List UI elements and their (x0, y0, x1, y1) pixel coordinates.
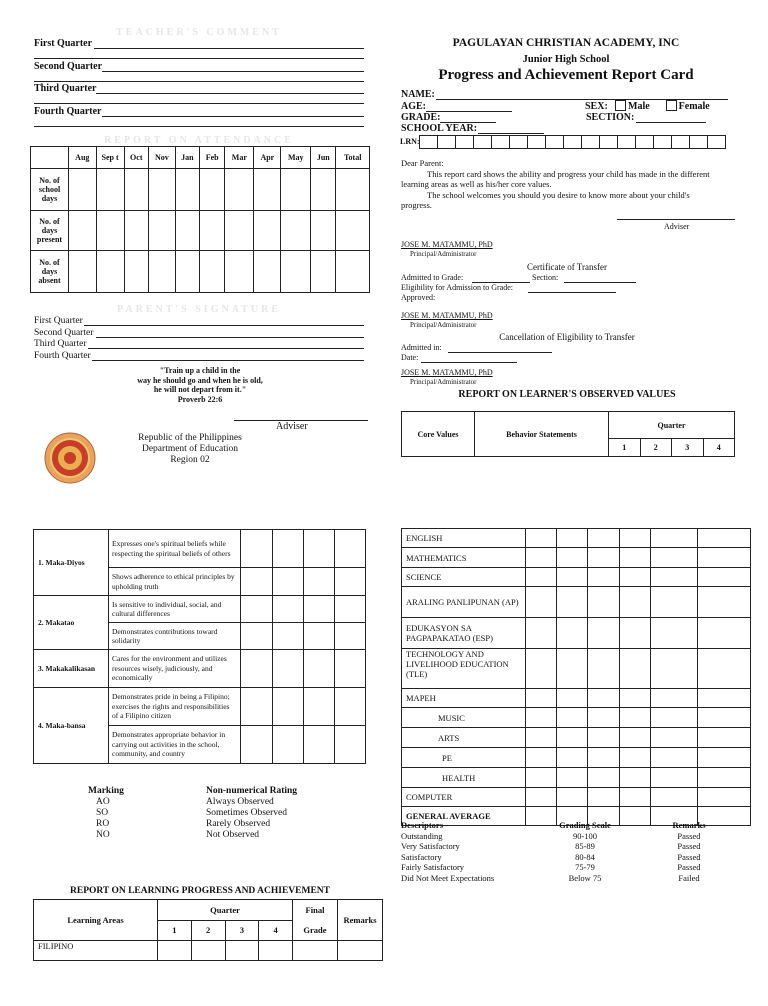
eligibility-label: Eligibility for Admission to Grade: (401, 283, 513, 292)
sex-label: SEX: (585, 101, 608, 112)
sex-options (613, 100, 710, 112)
cancel-admitted-field[interactable] (448, 352, 552, 353)
eligibility-field[interactable] (528, 292, 616, 293)
age-label: AGE: (401, 101, 426, 112)
principal-title: Principal/Administrator (410, 321, 477, 329)
att-row-label: No. of days present (31, 211, 69, 251)
learning-table: Learning Areas Quarter Final Grade Remarks 1 2 3 4 FILIPINO (33, 899, 383, 961)
month-oct: Oct (124, 147, 148, 169)
behavior-header: Behavior Statements (475, 412, 609, 457)
parent-signature-heading: PARENT'S SIGNATURE (117, 304, 281, 315)
ps-q4-label: Fourth Quarter (34, 350, 91, 361)
teacher-comment-heading: TEACHER'S COMMENT (116, 27, 282, 38)
principal-title: Principal/Administrator (410, 378, 477, 386)
bible-verse: "Train up a child in the way he should go and when he is old, he will not depart from it." Proverb 22:6 (137, 366, 263, 404)
subject-science: SCIENCE (402, 568, 526, 587)
subject-esp: EDUKASYON SA PAGPAPAKATAO (ESP) (402, 618, 526, 649)
behavior-statement: Is sensitive to individual, social, and cultural differences (109, 596, 241, 623)
core-value-label: 4. Maka-bansa (34, 688, 109, 764)
month-jan: Jan (175, 147, 199, 169)
school-level: Junior High School (522, 54, 610, 65)
subject-filipino: FILIPINO (34, 941, 158, 961)
tc-q1-label: First Quarter (34, 38, 93, 49)
school-year-field[interactable] (478, 133, 544, 134)
month-nov: Nov (148, 147, 175, 169)
quarter-4: 4 (703, 439, 735, 457)
final-grade-header: Final Grade (293, 900, 338, 941)
month-apr: Apr (254, 147, 281, 169)
male-checkbox[interactable] (615, 100, 626, 111)
values-header-table (401, 411, 735, 457)
values-table (33, 529, 366, 764)
letter-adviser-line[interactable] (617, 219, 735, 220)
month-feb: Feb (200, 147, 225, 169)
lrn-boxes[interactable] (419, 135, 726, 149)
month-jun: Jun (311, 147, 336, 169)
core-value-label: 1. Maka-Diyos (34, 530, 109, 596)
cancel-title: Cancellation of Eligibility to Transfer (499, 332, 635, 342)
teacher-comment-block (34, 38, 364, 128)
female-label: Female (678, 101, 710, 112)
transfer-section-field[interactable] (564, 282, 636, 283)
section-label: SECTION: (586, 112, 635, 123)
subject-english: ENGLISH (402, 529, 526, 548)
ps-q1-label: First Quarter (34, 316, 83, 326)
lrn-label: LRN: (400, 137, 420, 146)
att-row-label: No. of school days (31, 169, 69, 211)
month-mar: Mar (225, 147, 254, 169)
values-report-heading: REPORT ON LEARNER'S OBSERVED VALUES (458, 389, 676, 400)
cancel-date-field[interactable] (421, 362, 517, 363)
tc-q2-line[interactable] (102, 71, 364, 72)
learning-heading: REPORT ON LEARNING PROGRESS AND ACHIEVEMENT (70, 886, 330, 896)
core-value-label: 2. Makatao (34, 596, 109, 650)
transfer-section-label: Section: (532, 273, 559, 282)
subject-health: HEALTH (402, 768, 526, 788)
subject-ap: ARALING PANLIPUNAN (AP) (402, 587, 526, 618)
month-sep: Sep t (96, 147, 124, 169)
behavior-statement: Demonstrates contributions toward solidarity (109, 623, 241, 650)
male-label: Male (628, 101, 650, 112)
tc-q4-line[interactable] (102, 116, 364, 117)
month-total: Total (336, 147, 370, 169)
tc-q3-line[interactable] (96, 93, 364, 94)
principal-name: JOSE M. MATAMMU, PhD (401, 311, 493, 320)
subject-mapeh: MAPEH (402, 689, 526, 708)
adviser-label: Adviser (276, 421, 308, 432)
school-year-label: SCHOOL YEAR: (401, 123, 478, 134)
grading-scale: Descriptors Grading Scale Remarks Outstanding 90-100 Passed Very Satisfactory 85-89 Passed Satisfactory 80-84 Passed Fairly Satisfactory 75-79 Passed Did Not Meet Expectations Below 75 Failed (401, 820, 706, 883)
subject-computer: COMPUTER (402, 788, 526, 807)
behavior-statement: Expresses one's spiritual beliefs while respecting the spiritual beliefs of others (109, 530, 241, 568)
quarter-3: 3 (672, 439, 704, 457)
approved-label: Approved: (401, 293, 436, 302)
quarter-2: 2 (640, 439, 672, 457)
attendance-heading: REPORT ON ATTENDANCE (104, 135, 294, 146)
deped-seal-icon (44, 432, 96, 484)
name-label: NAME: (401, 89, 435, 100)
remarks-header: Remarks (338, 900, 383, 941)
general-average: GENERAL AVERAGE (402, 807, 526, 826)
behavior-statement: Demonstrates appropriate behavior in carrying out activities in the school, community, and country (109, 726, 241, 764)
behavior-statement: Cares for the environment and utilizes resources wisely, judiciously, and economically (109, 650, 241, 688)
learning-areas-header: Learning Areas (34, 900, 158, 941)
tc-q3-label: Third Quarter (34, 83, 97, 94)
ps-q3-label: Third Quarter (34, 339, 87, 349)
transfer-title: Certificate of Transfer (527, 262, 607, 272)
subject-pe: PE (402, 748, 526, 768)
tc-q1-line[interactable] (94, 48, 364, 49)
letter-adviser-label: Adviser (664, 222, 690, 231)
tc-q4-label: Fourth Quarter (34, 105, 102, 117)
marking-legend: Marking Non-numerical Rating AO Always Observed SO Sometimes Observed RO Rarely Observed NO Not Observed (88, 786, 298, 840)
month-may: May (281, 147, 311, 169)
behavior-statement: Shows adherence to ethical principles by upholding truth (109, 568, 241, 596)
grade-label: GRADE: (401, 112, 441, 123)
att-row-label: No. of days absent (31, 251, 69, 293)
cancel-date-label: Date: (401, 353, 419, 362)
attendance-table (30, 146, 370, 293)
subject-music: MUSIC (402, 708, 526, 728)
school-name: PAGULAYAN CHRISTIAN ACADEMY, INC (452, 37, 680, 49)
subject-arts: ARTS (402, 728, 526, 748)
learning-quarter-header: Quarter (158, 900, 293, 921)
ps-q2-label: Second Quarter (34, 327, 94, 338)
deped-text: Republic of the Philippines Department of Education Region 02 (138, 433, 242, 465)
principal-title: Principal/Administrator (410, 250, 477, 258)
report-card-title: Progress and Achievement Report Card (438, 67, 694, 83)
transfer-admitted-label: Admitted to Grade: (401, 273, 464, 282)
principal-name: JOSE M. MATAMMU, PhD (401, 368, 493, 377)
tc-q2-label: Second Quarter (34, 60, 103, 72)
behavior-statement: Demonstrates pride in being a Filipino; exercises the rights and responsibilities of a Filipino citizen (109, 688, 241, 726)
core-value-label: 3. Makakalikasan (34, 650, 109, 688)
parent-signature-block (34, 316, 364, 362)
principal-name: JOSE M. MATAMMU, PhD (401, 240, 493, 249)
quarter-1: 1 (609, 439, 641, 457)
cancel-admitted-label: Admitted in: (401, 343, 442, 352)
month-aug: Aug (69, 147, 97, 169)
subject-tle: TECHNOLOGY AND LIVELIHOOD EDUCATION (TLE) (402, 649, 526, 689)
core-values-header: Core Values (402, 412, 475, 457)
subjects-table (401, 528, 751, 826)
female-checkbox[interactable] (666, 100, 677, 111)
section-field[interactable] (636, 122, 706, 123)
subject-math: MATHEMATICS (402, 548, 526, 568)
quarter-header: Quarter (609, 412, 735, 439)
parent-letter: Dear Parent: This report card shows the ability and progress your child has made in the different learning areas as well as his/her core values. The school welcomes you should you desire to know more about your child's progress. (401, 158, 710, 211)
